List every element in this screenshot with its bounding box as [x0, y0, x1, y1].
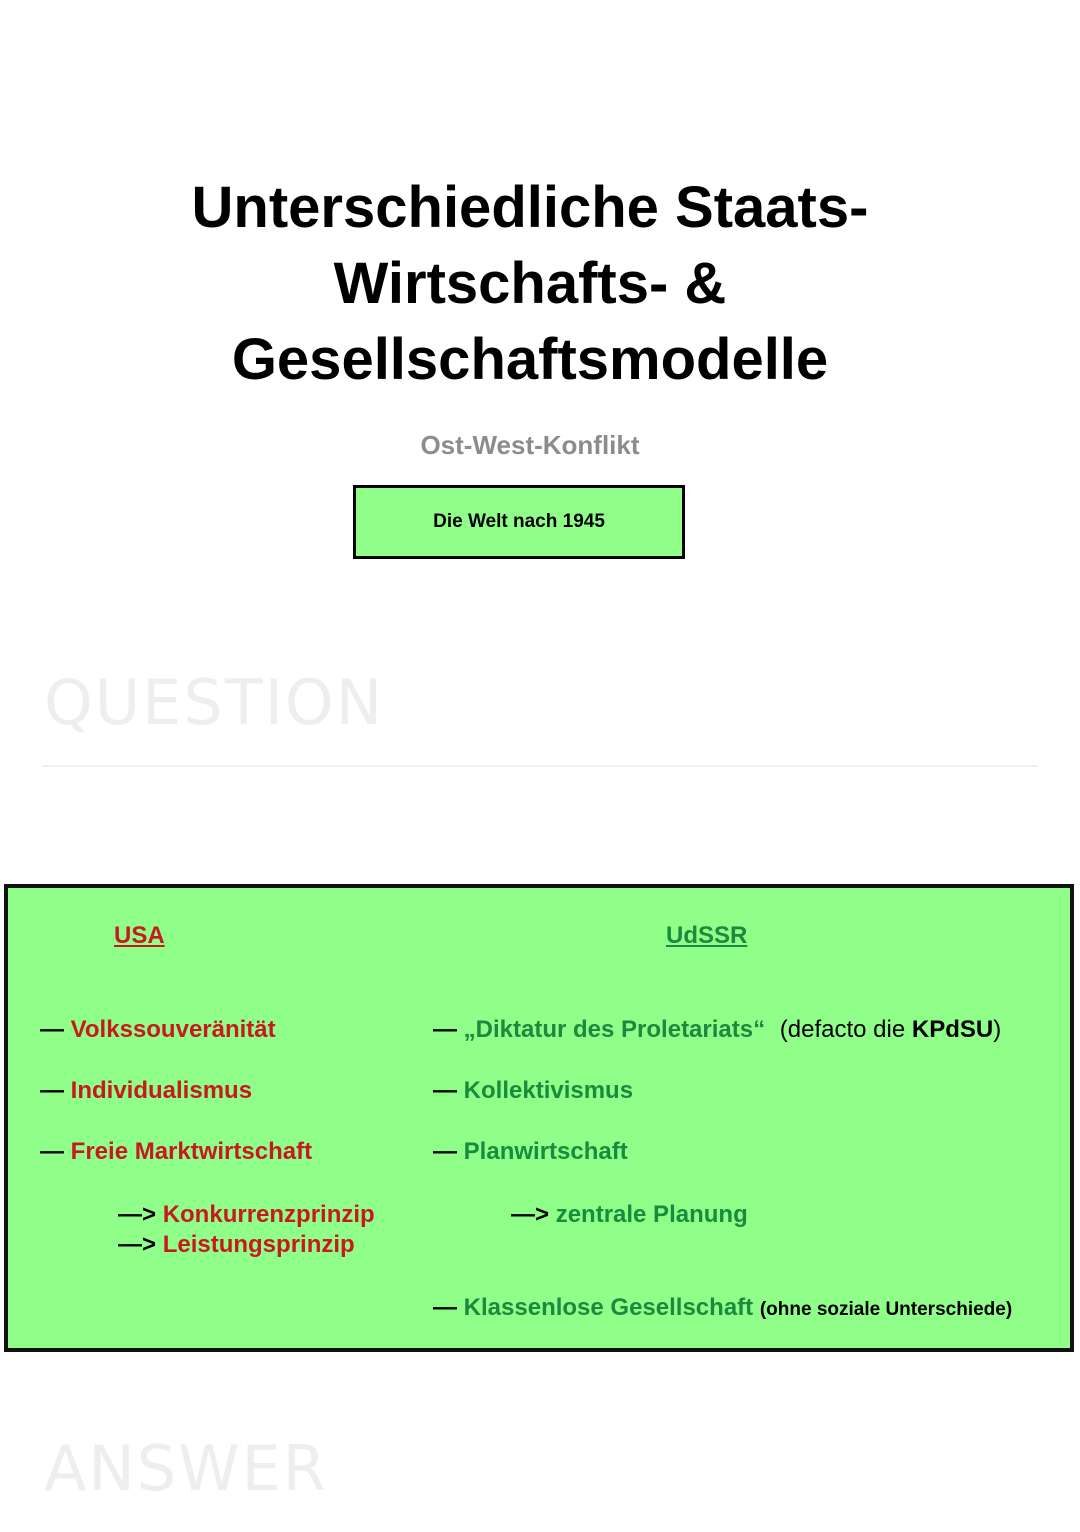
title-line-1: Unterschiedliche Staats-	[191, 175, 869, 240]
answer-panel	[4, 884, 1074, 1352]
title-line-3: Gesellschaftsmodelle	[231, 327, 829, 392]
usa-item-3: — Freie Marktwirtschaft	[40, 1138, 313, 1165]
udssr-item-1: — „Diktatur des Proletariats“ (defacto die KPdSU)	[433, 1016, 1002, 1043]
udssr-item-2: — Kollektivismus	[433, 1077, 634, 1104]
subtitle: Ost-West-Konflikt	[420, 430, 640, 460]
title-line-2: Wirtschafts- &	[333, 251, 727, 316]
usa-heading: USA	[114, 922, 165, 949]
udssr-heading: UdSSR	[666, 922, 748, 949]
usa-sub-item-1: —> Konkurrenzprinzip	[118, 1201, 375, 1228]
usa-item-2: — Individualismus	[40, 1077, 253, 1104]
section-divider	[42, 765, 1038, 767]
answer-watermark: ANSWER	[44, 1432, 328, 1505]
udssr-item-3: — Planwirtschaft	[433, 1138, 628, 1165]
usa-item-1: — Volkssouveränität	[40, 1016, 276, 1043]
udssr-sub-item: —> zentrale Planung	[511, 1201, 748, 1228]
topic-box: Die Welt nach 1945	[353, 485, 685, 559]
page-title	[0, 170, 1060, 398]
udssr-item-4: — Klassenlose Gesellschaft (ohne soziale Unterschiede)	[433, 1294, 1013, 1321]
usa-sub-item-2: —> Leistungsprinzip	[118, 1231, 355, 1258]
question-watermark: QUESTION	[44, 666, 385, 739]
